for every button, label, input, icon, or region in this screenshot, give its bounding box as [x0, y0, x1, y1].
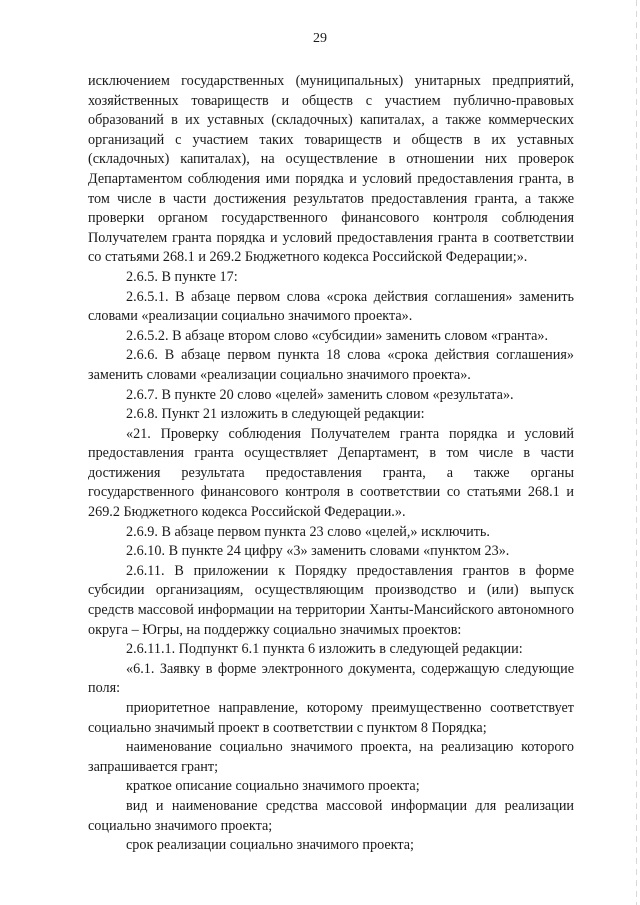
paragraph-2-6-5-1: 2.6.5.1. В абзаце первом слова «срока действия соглашения» заменить словами «реализации социально значимого проекта». [88, 288, 574, 325]
paragraph-continuation: исключением государственных (муниципальных) унитарных предприятий, хозяйственных товариществ и обществ с участием публично-правовых образований в их уставных (складочных) капиталах, а также коммерческих организаций с участием таких товариществ и обществ в их уставных (складочных) капиталах), на осуществление в отношении них проверок Департаментом соблюдения ими порядка и условий предоставления гранта, в том числе в части достижения результатов предоставления гранта, а также проверки органом государственного финансового контроля соблюдения Получателем гранта порядка и условий предоставления гранта в соответствии со статьями 268.1 и 269.2 Бюджетного кодекса Российской Федерации;». [88, 73, 574, 266]
list-item-priority: приоритетное направление, которому преимущественно соответствует социально значимый проект в соответствии с пунктом 8 Порядка; [88, 700, 574, 736]
scan-edge-line [636, 0, 637, 905]
paragraph-2-6-5-2: 2.6.5.2. В абзаце втором слово «субсидии» заменить словом «гранта». [126, 327, 549, 344]
paragraph-2-6-6: 2.6.6. В абзаце первом пункта 18 слова «срока действия соглашения» заменить словами «реализации социально значимого проекта». [88, 347, 574, 383]
list-item-media-type: вид и наименование средства массовой информации для реализации социально значимого проекта; [88, 797, 574, 834]
paragraph-2-6-11: 2.6.11. В приложении к Порядку предоставления грантов в форме субсидии организациям, осуществляющим производство и (или) выпуск средств массовой информации на территории Ханты-Мансийского автономного округа – Югры, на поддержку социально значимых проектов: [88, 562, 574, 638]
page-number: 29 [313, 31, 327, 46]
document-body [88, 72, 574, 856]
list-item-description: краткое описание социально значимого проекта; [126, 778, 420, 795]
paragraph-quote-21: «21. Проверку соблюдения Получателем гранта порядка и условий предоставления гранта осуществляет Департамент, в том числе в части достижения результата предоставления гранта, а также органы государственного финансового контроля в соответствии со статьями 268.1 и 269.2 Бюджетного кодекса Российской Федерации.». [88, 425, 574, 521]
paragraph-2-6-11-1: 2.6.11.1. Подпункт 6.1 пункта 6 изложить в следующей редакции: [126, 641, 523, 658]
paragraph-2-6-5: 2.6.5. В пункте 17: [126, 268, 238, 285]
paragraph-2-6-10: 2.6.10. В пункте 24 цифру «3» заменить словами «пунктом 23». [126, 543, 510, 560]
list-item-project-name: наименование социально значимого проекта, на реализацию которого запрашивается грант; [88, 739, 574, 775]
paragraph-2-6-8: 2.6.8. Пункт 21 изложить в следующей редакции: [126, 406, 425, 423]
paragraph-quote-6-1: «6.1. Заявку в форме электронного документа, содержащую следующие поля: [88, 660, 574, 697]
list-item-duration: срок реализации социально значимого проекта; [126, 837, 414, 854]
paragraph-2-6-9: 2.6.9. В абзаце первом пункта 23 слово «целей,» исключить. [126, 523, 490, 540]
paragraph-2-6-7: 2.6.7. В пункте 20 слово «целей» заменить словом «результата». [126, 386, 514, 403]
